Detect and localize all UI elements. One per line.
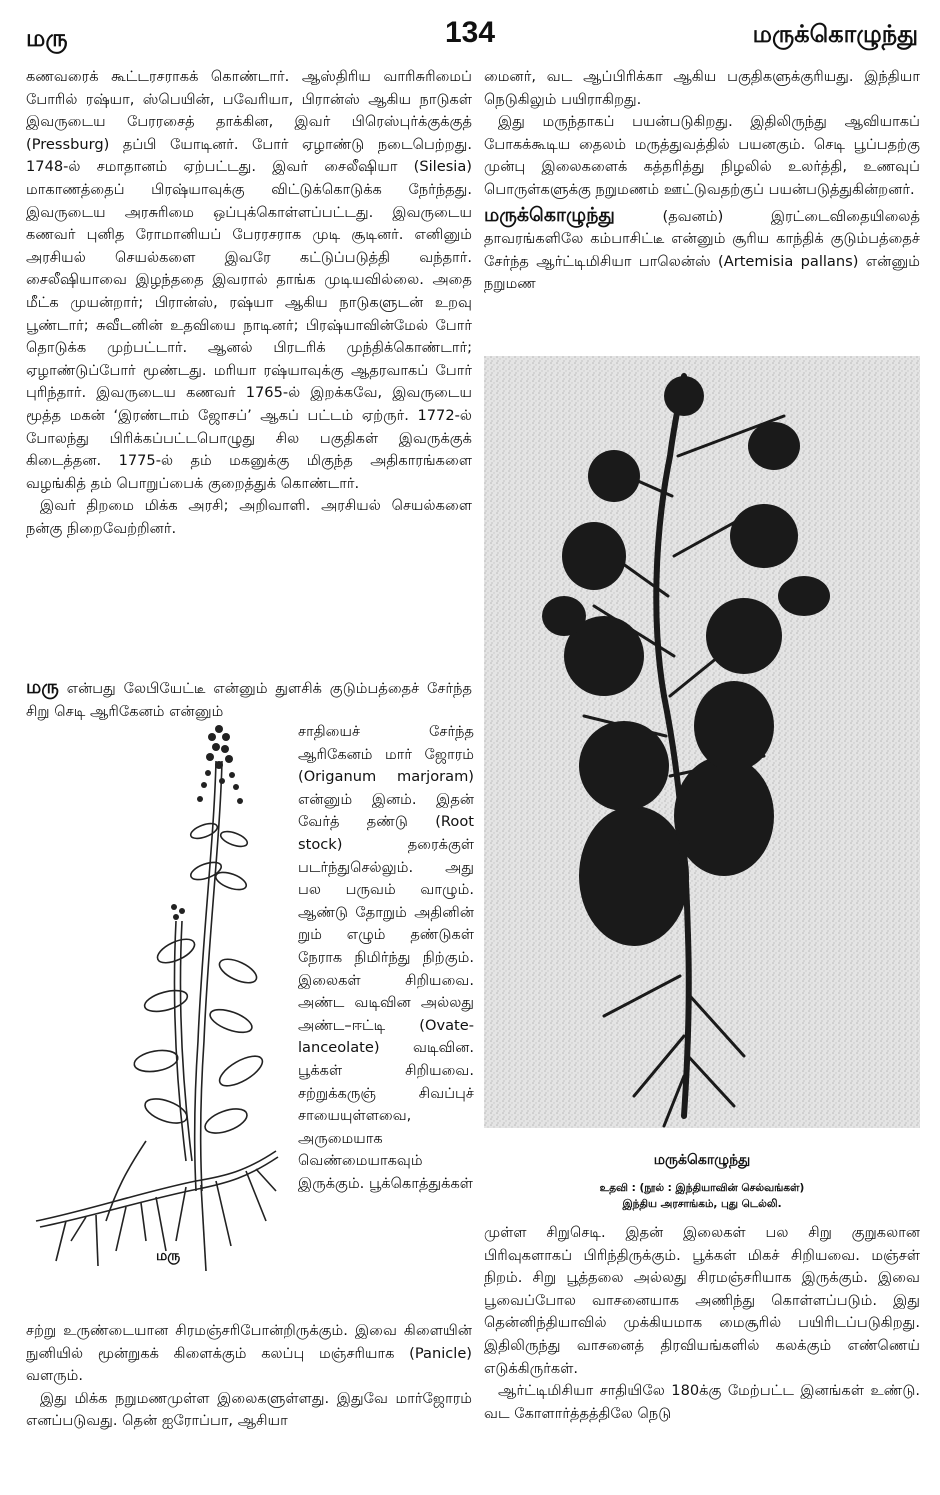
paragraph-marukozhundhu-description: முள்ள சிறுசெடி. இதன் இலைகள் பல சிறு குறுகலான பிரிவுகளாகப் பிரிந்திருக்கும். பூக்கள் மிகச் சிறியவை. மஞ்சள் நிறம். சிறு பூத்தலை அல்லது சிரமஞ்சரியாக இருக்கும். இவை பூவைப்போல வாசனையாக அணிந்து கொள்ளப்படும். இது தென்னிந்தியாவில் முக்கியமாக மைசூரில் பயிரிடப்படுகிறது. இதிலிருந்து வாசனைத் திரவியங்களில் கலக்கும் எண்ணெய் எடுக்கிருர்கள். — [484, 1224, 920, 1377]
right-column — [484, 66, 920, 296]
entry-term-marukozhundhu: மருக்கொழுந்து — [484, 203, 615, 226]
right-column-continuation — [484, 1222, 920, 1425]
paragraph-maria-summary: இவர் திறமை மிக்க அரசி; அறிவாளி. அரசியல் செயல்களை நன்கு நிறைவேற்றினர். — [26, 497, 472, 537]
paragraph-maria-theresa: கணவரைக் கூட்டரசராகக் கொண்டார். ஆஸ்திரிய வாரிசுரிமைப் போரில் ரஷ்யா, ஸ்பெயின், பவேரியா, பிரான்ஸ் ஆகிய நாடுகள் இவருடைய பேரரசைத் தாக்கின, இவர் பிரெஸ்புர்க்குக்குத் (Pressburg) தப்பி யோடினர். போர் ஏழாண்டு நடைபெற்றது. 1748-ல் சமாதானம் ஏற்பட்டது. இவர் சைலீஷியா (Silesia) மாகாணத்தைப் பிரஷ்யாவுக்கு விட்டுக்கொடுக்க நேர்ந்தது. இவருடைய அரசுரிமை ஒப்புக்கொள்ளப்பட்டது. இவருடைய கணவர் புனித ரோமானியப் பேரரசராக முடி சூடினர். எனினும் அரசியல் செயல்களை இவரே கட்டுப்படுத்தி வந்தார். சைலீஷியாவை இழந்ததை இவரால் தாங்க முடியவில்லை. அதை மீட்க முயன்றார்; பிரான்ஸ், ரஷ்யா ஆகிய நாடுகளுடன் உறவு பூண்டார்; சுவீடனின் உதவியை நாடினர்; பிரஷ்யாவின்மேல் போர் தொடுக்க முற்பட்டார். ஆனல் பிரடரிக் முந்திக்கொண்டார்; ஏழாண்டுப்போர் மூண்டது. மரியா ரஷ்யாவுக்கு ஆதரவாகப் போர் புரிந்தார். இவருடைய கணவர் 1765-ல் இறக்கவே, இவருடைய மூத்த மகன் ‘இரண்டாம் ஜோசப்’ ஆகப் பட்டம் ஏற்ருர். 1772-ல் போலந்து பிரிக்கப்பட்டபொழுது சில பகுதிகள் இவருக்குக் கிடைத்தன. 1775-ல் தம் மகனுக்கு மிகுந்த அதிகாரங்களை வழங்கித் தம் பொறுப்பைக் குறைத்துக் கொண்டார். — [26, 68, 472, 492]
figure-caption-marukozhundhu: மருக்கொழுந்து — [653, 1152, 751, 1168]
maru-intro-text: என்பது லேபியேட்டீ என்னும் துளசிக் குடும்பத்தைச் சேர்ந்த சிறு செடி ஆரிகேனம் என்னும் — [26, 680, 472, 720]
paragraph-artemisia-species: ஆர்ட்டிமிசியா சாதியிலே 180க்கு மேற்பட்ட இனங்கள் உண்டு. வட கோளார்த்தத்திலே நெடு — [484, 1382, 920, 1422]
maru-continuation — [26, 1320, 472, 1433]
paragraph-marukozhundhu-intro — [484, 204, 920, 296]
photo-credit-line1: உதவி : (நூல் : இந்தியாவின் செல்வங்கள்) — [599, 1182, 805, 1194]
running-head-left: மரு — [26, 24, 68, 52]
marjoram-illustration — [26, 721, 296, 1281]
maru-entry — [26, 676, 474, 1430]
page-number: 134 — [444, 16, 496, 49]
photo-credit — [484, 1180, 920, 1212]
artemisia-photo — [484, 356, 920, 1128]
figure-caption-maru: மரு — [156, 1248, 181, 1264]
maru-side-text: சாதியைச் சேர்ந்த ஆரிகேனம் மார் ஜோரம் (Origanum marjoram) என்னும் இனம். இதன் வேர்த் தண்டு (Root stock) தரைக்குள் படர்ந்துசெல்லும். அது பல பருவம் வாழும். ஆண்டு தோறும் அதினின் றும் எழும் தண்டுகள் நேராக நிமிர்ந்து நிற்கும். இலைகள் சிறியவை. அண்ட வடிவின அல்லது அண்ட–ஈட்டி (Ovate-lanceolate) வடிவின. பூக்கள் சிறியவை. சற்றுக்கருஞ் சிவப்புச் சாயையுள்ளவை, அருமையாக வெண்மையாகவும் இருக்கும். பூக்கொத்துக்கள் — [298, 723, 474, 1192]
left-column — [26, 66, 472, 540]
paragraph-maru-medicinal: இது மருந்தாகப் பயன்படுகிறது. இதிலிருந்து ஆவியாகப் போகக்கூடிய தைலம் மருத்துவத்தில் பயனகும். செடி பூப்பதற்கு முன்பு இலைகளைக் கத்தரித்து நிழலில் உலர்த்தி, உணவுப் பொருள்களுக்கு நறுமணம் ஊட்டுவதற்குப் பயன்படுத்துகின்றனர். — [484, 113, 920, 198]
paragraph-maru-distribution: மைனர், வட ஆப்பிரிக்கா ஆகிய பகுதிகளுக்குரியது. இந்தியா நெடுகிலும் பயிராகிறது. — [484, 68, 920, 108]
paragraph-maru-uses: இது மிக்க நறுமணமுள்ள இலைகளுள்ளது. இதுவே மார்ஜோரம் எனப்படுவது. தென் ஐரோப்பா, ஆசியா — [26, 1389, 472, 1430]
paragraph-maru-flowers: சற்று உருண்டையான சிரமஞ்சரிபோன்றிருக்கும். இவை கிளையின் நுனியில் மூன்றுகக் கிளைக்கும் கலப்பு மஞ்சரியாக (Panicle) வளரும். — [26, 1322, 472, 1385]
entry-term-maru: மரு — [26, 676, 59, 698]
marukozhundhu-intro-text: (தவனம்) இரட்டைவிதையிலைத் தாவரங்களிலே கம்பாசிட்டீ என்னும் சூரிய காந்திக் குடும்பத்தைச் சேர்ந்த ஆர்ட்டிமிசியா பாலென்ஸ் (Artemisia pallans) என்னும் நறுமண — [484, 207, 920, 293]
photo-credit-line2: இந்திய அரசாங்கம், புது டெல்லி. — [622, 1198, 782, 1210]
maru-intro — [26, 676, 472, 723]
running-head-right: மருக்கொழுந்து — [752, 20, 918, 48]
page-header — [0, 14, 940, 54]
